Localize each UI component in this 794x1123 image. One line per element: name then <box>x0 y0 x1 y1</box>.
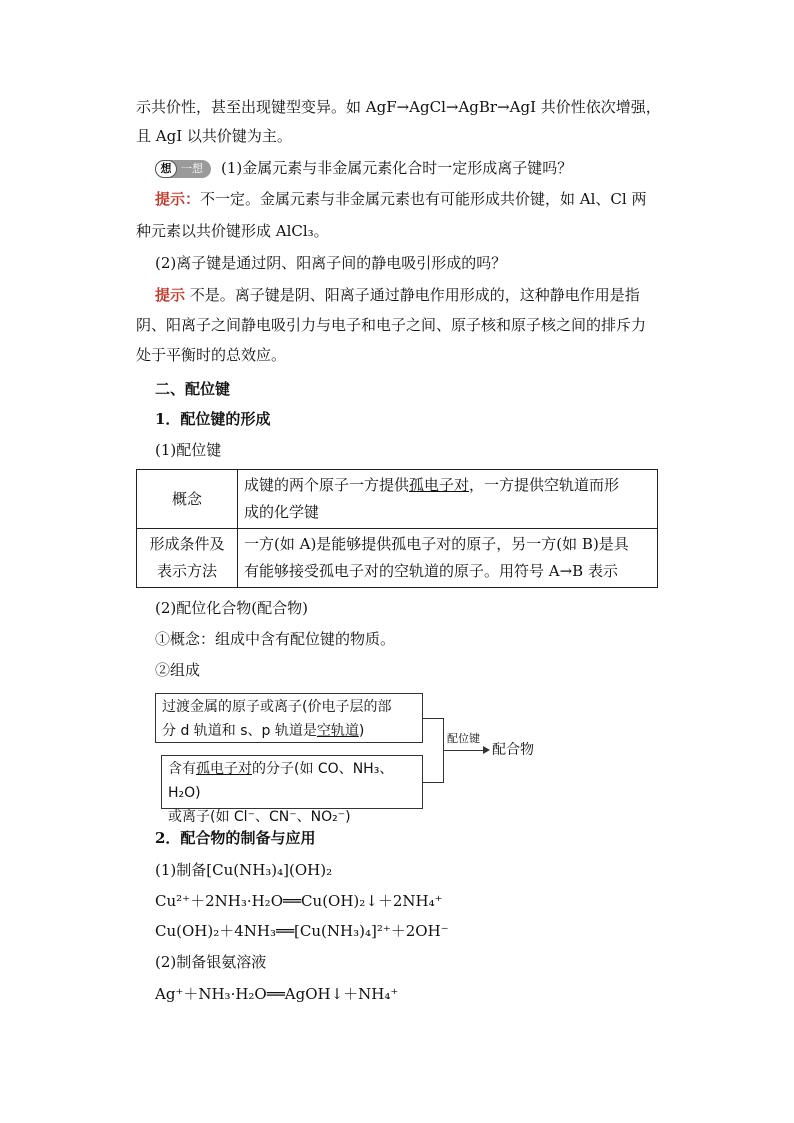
hint-label: 提示： <box>155 190 201 208</box>
item-title: (2)制备银氨溶液 <box>155 953 267 971</box>
ligand-box: 含有孤电子对的分子(如 CO、NH₃、H₂O) 或离子(如 Cl⁻、CN⁻、NO₂⁻) <box>161 755 423 809</box>
connector-line <box>423 718 443 719</box>
item-title: (2)配位化合物(配合物) <box>155 599 308 617</box>
subsection-title: 1．配位键的形成 <box>155 410 271 428</box>
question-1: 想 一想 (1)金属元素与非金属元素化合时一定形成离子键吗？ <box>155 156 572 180</box>
think-badge-icon: 想 一想 <box>155 160 211 178</box>
arrow-line <box>443 750 483 751</box>
subsection-title: 2．配合物的制备与应用 <box>155 829 316 847</box>
equation: Cu²⁺＋2NH₃·H₂O══Cu(OH)₂↓＋2NH₄⁺ <box>155 892 443 910</box>
definition-table <box>136 469 658 588</box>
question-2: (2)离子键是通过阴、阳离子间的静电吸引形成的吗？ <box>155 254 507 272</box>
composition-label: ②组成 <box>155 661 201 679</box>
result-label: 配合物 <box>492 742 534 758</box>
equation: Ag⁺＋NH₃·H₂O══AgOH↓＋NH₄⁺ <box>155 985 399 1003</box>
table-cell: 一方(如 A)是能够提供孤电子对的原子，另一方(如 B)是具 有能够接受孤电子对的空轨道的原子。用符号 A→B 表示 <box>238 529 658 588</box>
item-title: (1)制备[Cu(NH₃)₄](OH)₂ <box>155 861 333 879</box>
equation: Cu(OH)₂＋4NH₃══[Cu(NH₃)₄]²⁺＋2OH⁻ <box>155 922 449 940</box>
table-cell: 成键的两个原子一方提供孤电子对，一方提供空轨道而形 成的化学键 <box>238 470 658 529</box>
concept-line: ①概念：组成中含有配位键的物质。 <box>155 630 396 648</box>
paragraph-line: 示共价性，甚至出现键型变异。如 AgF→AgCl→AgBr→AgI 共价性依次增强， <box>136 98 661 116</box>
metal-box: 过渡金属的原子或离子(价电子层的部 分 d 轨道和 s、p 轨道是空轨道) <box>155 693 423 743</box>
section-title: 二、配位键 <box>155 380 231 398</box>
answer-2-line: 提示 不是。离子键是阴、阳离子通过静电作用形成的，这种静电作用是指 <box>155 286 640 304</box>
connector-line <box>423 782 443 783</box>
table-head-cell: 形成条件及 表示方法 <box>137 529 238 588</box>
paragraph-line: 且 AgI 以共价键为主。 <box>136 127 292 145</box>
answer-1-line: 种元素以共价键形成 AlCl₃。 <box>136 222 329 240</box>
table-head-cell: 概念 <box>137 470 238 529</box>
hint-label: 提示 <box>155 286 186 304</box>
item-title: (1)配位键 <box>155 441 222 459</box>
answer-2-line: 处于平衡时的总效应。 <box>136 346 287 364</box>
table-row <box>137 470 658 529</box>
arrow-right-icon <box>483 746 490 754</box>
answer-1-line: 提示：不一定。金属元素与非金属元素也有可能形成共价键，如 Al、Cl 两 <box>155 190 647 208</box>
answer-2-line: 阴、阳离子之间静电吸引力与电子和电子之间、原子核和原子核之间的排斥力 <box>136 316 647 334</box>
table-row <box>137 529 658 588</box>
arrow-label: 配位键 <box>447 732 480 745</box>
